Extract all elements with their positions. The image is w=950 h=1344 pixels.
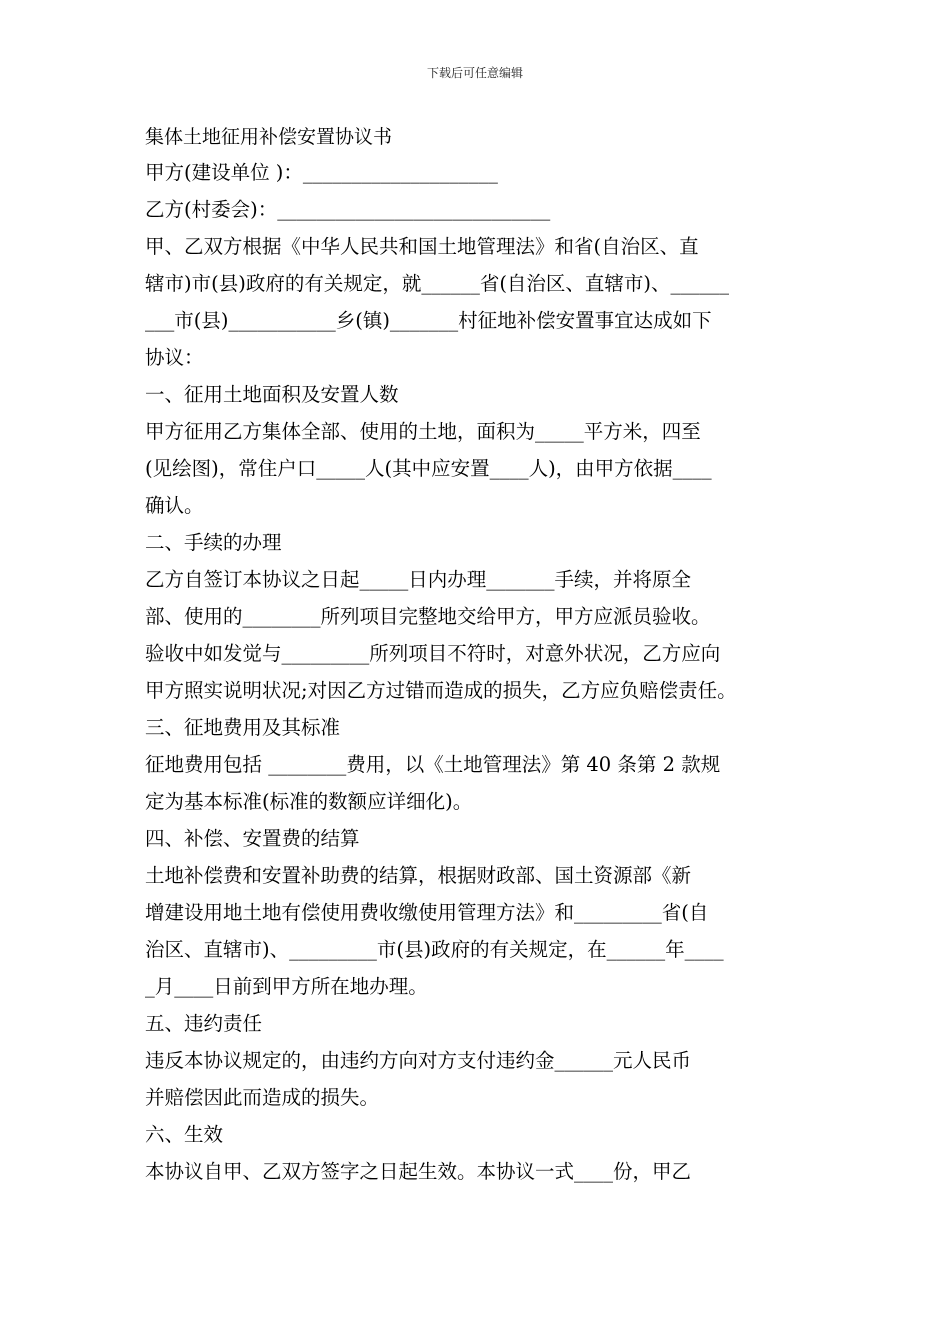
paragraph-line: 验收中如发觉与_________所列项目不符时，对意外状况，乙方应向 — [145, 642, 721, 665]
party-a-line: 甲方(建设单位 )：____________________ — [145, 161, 498, 184]
section-heading-1: 一、征用土地面积及安置人数 — [145, 383, 399, 406]
section-heading-3: 三、征地费用及其标准 — [145, 716, 341, 739]
paragraph-line: 土地补偿费和安置补助费的结算，根据财政部、国土资源部《新 — [145, 864, 692, 887]
paragraph-line: 协议： — [145, 346, 204, 369]
paragraph-line: 征地费用包括 ________费用，以《土地管理法》第 40 条第 2 款规 — [145, 753, 721, 776]
section-heading-4: 四、补偿、安置费的结算 — [145, 827, 360, 850]
paragraph-line: (见绘图)，常住户口_____人(其中应安置____人)，由甲方依据____ — [145, 457, 712, 480]
paragraph-line: 甲方征用乙方集体全部、使用的土地，面积为_____平方米，四至 — [145, 420, 701, 443]
paragraph-line: 甲、乙双方根据《中华人民共和国土地管理法》和省(自治区、直 — [145, 235, 699, 258]
paragraph-line: 治区、直辖市)、_________市(县)政府的有关规定，在______年____ — [145, 938, 724, 961]
party-b-line: 乙方(村委会)：____________________________ — [145, 198, 551, 221]
paragraph-line: 辖市)市(县)政府的有关规定，就______省(自治区、直辖市)、______ — [145, 272, 730, 295]
paragraph-line: 甲方照实说明状况;对因乙方过错而造成的损失，乙方应负赔偿责任。 — [145, 679, 737, 702]
paragraph-line: 确认。 — [145, 494, 204, 517]
paragraph-line: 并赔偿因此而造成的损失。 — [145, 1086, 380, 1109]
page-header: 下载后可任意编辑 — [426, 66, 523, 80]
section-heading-5: 五、违约责任 — [145, 1012, 263, 1035]
paragraph-line: 乙方自签订本协议之日起_____日内办理_______手续，并将原全 — [145, 568, 692, 591]
paragraph-line: 定为基本标准(标准的数额应详细化)。 — [145, 790, 473, 813]
paragraph-line: 违反本协议规定的，由违约方向对方支付违约金______元人民币 — [145, 1049, 692, 1072]
paragraph-line: 本协议自甲、乙双方签字之日起生效。本协议一式____份，甲乙 — [145, 1160, 692, 1183]
paragraph-line: 部、使用的________所列项目完整地交给甲方，甲方应派员验收。 — [145, 605, 711, 628]
paragraph-line: _月____日前到甲方所在地办理。 — [145, 975, 428, 998]
paragraph-line: 增建设用地土地有偿使用费收缴使用管理方法》和_________省(自 — [145, 901, 709, 924]
paragraph-line: ___市(县)___________乡(镇)_______村征地补偿安置事宜达成如下 — [145, 309, 712, 332]
section-heading-2: 二、手续的办理 — [145, 531, 282, 554]
section-heading-6: 六、生效 — [145, 1123, 224, 1146]
document-title: 集体土地征用补偿安置协议书 — [145, 126, 393, 148]
